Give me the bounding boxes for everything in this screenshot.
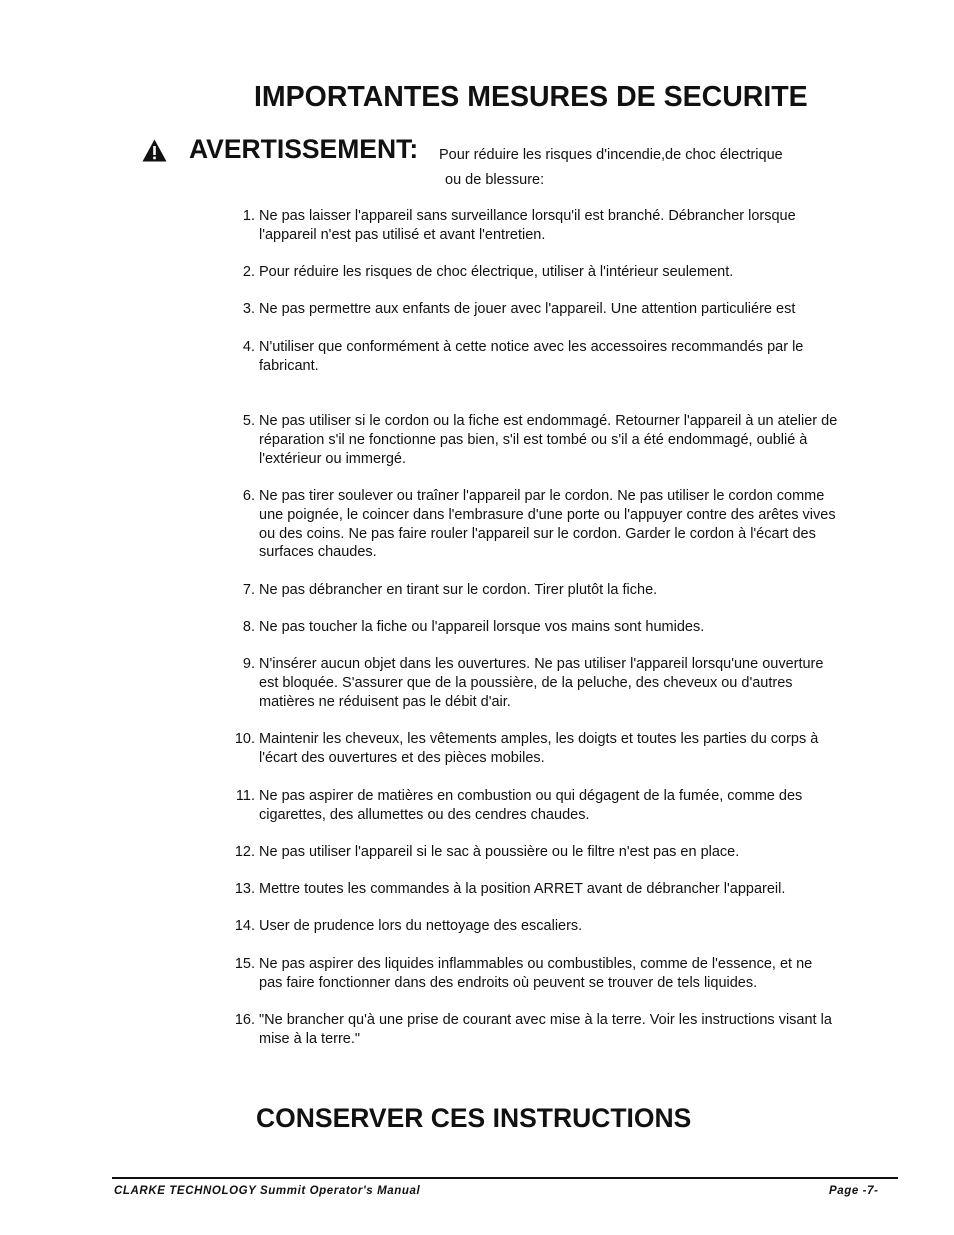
safety-item-3 [226,300,838,319]
item-number: 8. [242,619,255,635]
safety-item-14 [226,917,838,936]
item-number: 7. [242,582,255,598]
warning-text-line-1: Pour réduire les risques d'incendie,de choc électrique [439,147,783,163]
item-text: User de prudence lors du nettoyage des escaliers. [259,918,583,934]
item-number: 2. [242,264,255,280]
safety-item-15 [226,955,838,993]
safety-item-6 [226,487,838,562]
item-text: Ne pas utiliser si le cordon ou la fiche est endommagé. Retourner l'appareil à un atelier de réparation s'il ne fonctionne pas bien, s'il est tombé ou s'il a été endommagé, oublié à l'extérieur ou immergé. [259,413,838,467]
item-number: 4. [242,339,255,355]
item-text: Mettre toutes les commandes à la position ARRET avant de débrancher l'appareil. [259,881,786,897]
item-text: Ne pas utiliser l'appareil si le sac à poussière ou le filtre n'est pas en place. [259,844,740,860]
item-number: 14. [234,918,255,934]
safety-item-7 [226,581,838,600]
warning-text-line-2: ou de blessure: [445,172,545,188]
safety-item-12 [226,843,838,862]
item-number: 1. [242,208,255,224]
item-text: "Ne brancher qu'à une prise de courant avec mise à la terre. Voir les instructions visant la mise à la terre." [259,1012,832,1047]
safety-item-10 [226,730,838,768]
footer-page-number: Page -7- [829,1185,879,1197]
page-title: IMPORTANTES MESURES DE SECURITE [254,81,808,113]
item-text: Ne pas tirer soulever ou traîner l'appareil par le cordon. Ne pas utiliser le cordon comme une poignée, le coincer dans l'embrasure d'une porte ou l'appuyer contre des arêtes vives ou des coins. Ne pas faire rouler l'appareil sur le cordon. Garder le cordon à l'écart des surfaces chaudes. [259,488,836,561]
footer-manual-title: CLARKE TECHNOLOGY Summit Operator's Manual [114,1185,421,1197]
item-text: Pour réduire les risques de choc électrique, utiliser à l'intérieur seulement. [259,264,734,280]
item-number: 15. [234,956,255,972]
item-number: 13. [234,881,255,897]
item-number: 5. [242,413,255,429]
item-number: 12. [234,844,255,860]
safety-item-16 [226,1011,838,1049]
warning-triangle-icon [142,139,167,162]
item-text: Ne pas aspirer des liquides inflammables ou combustibles, comme de l'essence, et ne pas faire fonctionner dans des endroits où peuvent se trouver de tels liquides. [259,956,813,991]
item-number: 16. [234,1012,255,1028]
item-text: Ne pas permettre aux enfants de jouer avec l'appareil. Une attention particuliére est [259,301,796,317]
safety-item-5 [226,412,838,468]
item-number: 6. [242,488,255,504]
safety-item-1 [226,207,838,245]
item-text: N'utiliser que conformément à cette notice avec les accessoires recommandés par le fabricant. [259,339,804,374]
warning-label: AVERTISSEMENT: [189,134,419,164]
safety-item-9 [226,655,838,711]
item-number: 9. [242,656,255,672]
item-text: N'insérer aucun objet dans les ouvertures. Ne pas utiliser l'appareil lorsqu'une ouverture est bloquée. S'assurer que de la poussière, de la peluche, des cheveux ou d'autres matières ne réduisent pas le débit d'air. [259,656,824,710]
item-number: 11. [235,788,255,804]
item-text: Ne pas débrancher en tirant sur le cordon. Tirer plutôt la fiche. [259,582,658,598]
item-number: 10. [234,731,255,747]
item-text: Ne pas laisser l'appareil sans surveillance lorsqu'il est branché. Débrancher lorsque l'appareil n'est pas utilisé et avant l'entretien. [259,208,796,243]
safety-item-8 [226,618,838,637]
save-instructions-heading: CONSERVER CES INSTRUCTIONS [256,1103,692,1133]
safety-item-13 [226,880,838,899]
item-text: Ne pas toucher la fiche ou l'appareil lorsque vos mains sont humides. [259,619,705,635]
safety-item-4 [226,338,838,376]
item-number: 3. [242,301,255,317]
footer-divider [112,1177,898,1179]
item-text: Ne pas aspirer de matières en combustion ou qui dégagent de la fumée, comme des cigarettes, des allumettes ou des cendres chaudes. [259,788,803,823]
safety-item-11 [226,787,838,825]
item-text: Maintenir les cheveux, les vêtements amples, les doigts et toutes les parties du corps à l'écart des ouvertures et des pièces mobiles. [259,731,819,766]
safety-item-2 [226,263,838,282]
